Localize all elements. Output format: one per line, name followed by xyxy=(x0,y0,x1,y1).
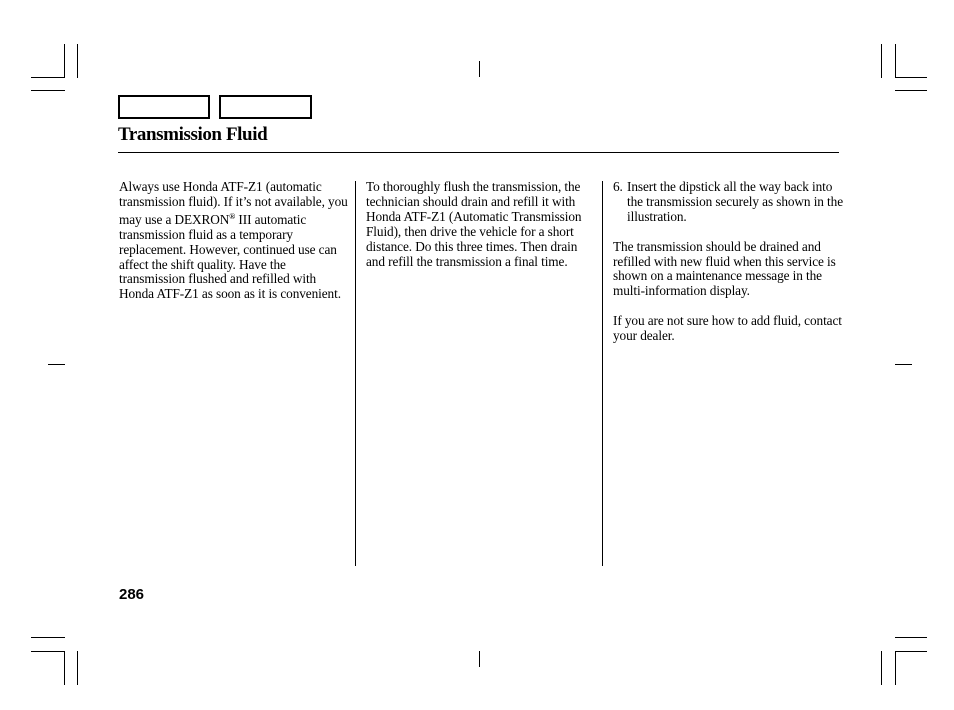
nav-tab-1[interactable] xyxy=(118,95,210,119)
crop-mark xyxy=(31,77,65,78)
center-mark xyxy=(479,651,480,667)
column-divider xyxy=(355,181,356,566)
crop-mark xyxy=(64,44,65,78)
paragraph: If you are not sure how to add fluid, contact your dealer. xyxy=(613,313,842,344)
column-divider xyxy=(602,181,603,566)
column-right xyxy=(613,180,845,359)
title-rule xyxy=(118,152,839,153)
paragraph: To thoroughly flush the transmission, the technician should drain and refill it with Honda ATF-Z1 (Automatic Transmission Fluid), then drive the vehicle for a short distance. Do this three times. Then drain and refill the transmission a final time. xyxy=(366,179,582,269)
crop-mark xyxy=(77,651,78,685)
nav-tab-2[interactable] xyxy=(219,95,312,119)
page-title: Transmission Fluid xyxy=(118,124,268,145)
column-left xyxy=(119,180,351,317)
center-mark xyxy=(48,364,65,365)
crop-mark xyxy=(77,44,78,78)
crop-mark xyxy=(31,651,65,652)
crop-mark xyxy=(31,637,65,638)
crop-mark xyxy=(895,651,896,685)
page-number: 286 xyxy=(119,586,145,603)
paragraph-text: III automatic transmission fluid as a temporary replacement. However, continued use can affect the shift quality. Have the transmission flushed and refilled with Honda ATF-Z1 as soon as it is convenient. xyxy=(119,211,341,302)
step-text: Insert the dipstick all the way back into the transmission securely as shown in the illustration. xyxy=(627,179,844,224)
crop-mark xyxy=(64,651,65,685)
crop-mark xyxy=(895,77,927,78)
crop-mark xyxy=(895,637,927,638)
crop-mark xyxy=(881,44,882,78)
paragraph xyxy=(119,180,351,302)
crop-mark xyxy=(895,44,896,78)
step-item xyxy=(613,180,845,225)
crop-mark xyxy=(881,651,882,685)
paragraph: The transmission should be drained and refilled with new fluid when this service is shown on a maintenance message in the multi-information display. xyxy=(613,238,836,299)
crop-mark xyxy=(895,651,927,652)
paragraph-text: Always use Honda ATF-Z1 (automatic transmission fluid). If it’s not available, you may use a DEXRON xyxy=(119,179,348,227)
step-number: 6. xyxy=(613,179,623,194)
crop-mark xyxy=(895,90,927,91)
registered-mark: ® xyxy=(229,211,236,221)
column-middle xyxy=(366,180,598,284)
crop-mark xyxy=(31,90,65,91)
center-mark xyxy=(895,364,912,365)
center-mark xyxy=(479,61,480,77)
